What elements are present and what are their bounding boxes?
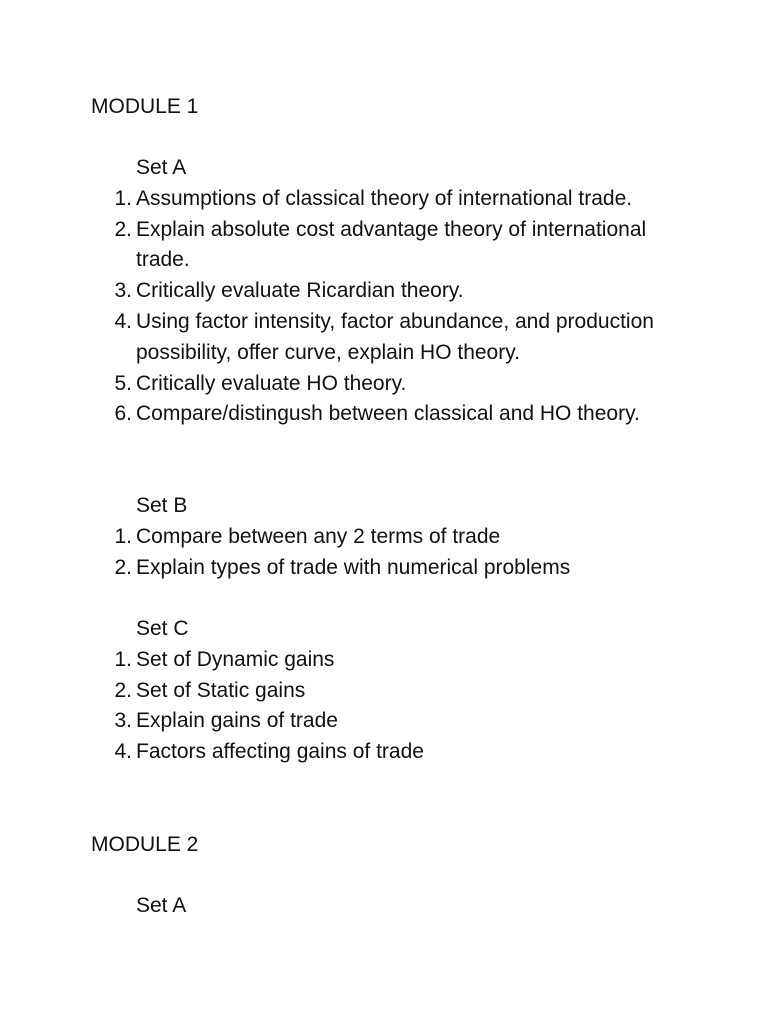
item-number: 3.	[114, 279, 132, 303]
module-2-set-a	[0, 891, 768, 922]
set-a-title: Set A	[136, 156, 187, 179]
item-number: 1.	[114, 186, 132, 210]
list-item	[0, 307, 676, 369]
list-item	[0, 184, 676, 215]
item-number: 2.	[114, 678, 132, 702]
item-number: 4.	[114, 740, 132, 764]
item-text: Set of Dynamic gains	[136, 647, 335, 671]
item-text: Critically evaluate Ricardian theory.	[136, 279, 464, 303]
module-1-set-c	[0, 614, 768, 768]
list-item	[0, 706, 676, 737]
list-item	[0, 737, 676, 768]
set-b-question-list	[0, 522, 768, 584]
list-item	[0, 676, 676, 707]
item-number: 6.	[114, 402, 132, 426]
set-c-title: Set C	[136, 617, 189, 640]
module-2-title: MODULE 2	[91, 833, 199, 856]
item-text: Explain gains of trade	[136, 709, 338, 733]
item-text: Factors affecting gains of trade	[136, 740, 424, 764]
module-1-set-a	[0, 153, 768, 430]
set-c-question-list	[0, 645, 768, 768]
module-1-title: MODULE 1	[91, 95, 199, 118]
item-number: 3.	[114, 709, 132, 733]
item-number: 2.	[114, 217, 132, 241]
list-item	[0, 215, 676, 277]
item-number: 4.	[114, 309, 132, 333]
list-item	[0, 645, 676, 676]
item-text: Set of Static gains	[136, 678, 306, 702]
item-text: Assumptions of classical theory of international trade.	[136, 186, 633, 210]
list-item	[0, 553, 676, 584]
list-item	[0, 276, 676, 307]
item-text: Explain absolute cost advantage theory of international trade.	[136, 217, 647, 272]
item-text: Compare/distingush between classical and HO theory.	[136, 402, 640, 426]
list-item	[0, 369, 676, 400]
item-text: Explain types of trade with numerical problems	[136, 555, 571, 579]
item-number: 5.	[114, 371, 132, 395]
list-item	[0, 399, 676, 430]
item-number: 1.	[114, 647, 132, 671]
list-item	[0, 522, 676, 553]
item-text: Using factor intensity, factor abundance, and production possibility, offer curve, explain HO theory.	[136, 309, 654, 364]
item-number: 1.	[114, 524, 132, 548]
set-a-title: Set A	[136, 894, 187, 917]
item-text: Compare between any 2 terms of trade	[136, 524, 501, 548]
module-1-set-b	[0, 491, 768, 583]
set-b-title: Set B	[136, 494, 188, 517]
item-text: Critically evaluate HO theory.	[136, 371, 407, 395]
item-number: 2.	[114, 555, 132, 579]
set-a-question-list	[0, 184, 768, 430]
